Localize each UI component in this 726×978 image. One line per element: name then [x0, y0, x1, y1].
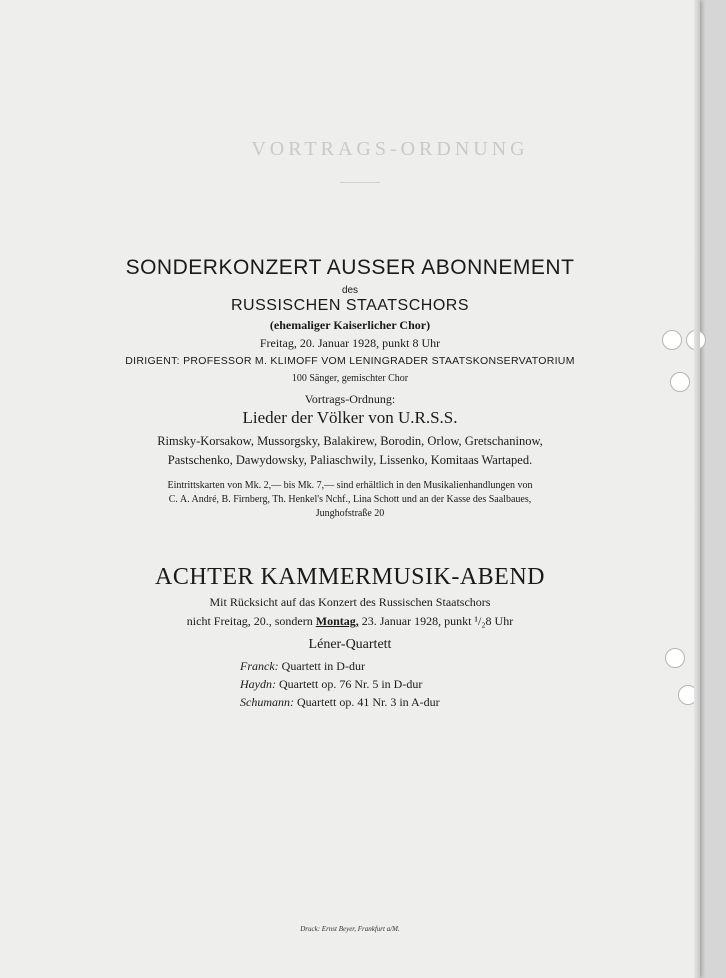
concert2-date-suffix: 23. Januar 1928, punkt ¹/₂8 Uhr	[358, 614, 514, 628]
program-composer: Haydn:	[240, 677, 276, 691]
printer-imprint: Druck: Ernst Beyer, Frankfurt a/M.	[300, 925, 400, 933]
bleed-through-heading: VORTRAGS-ORDNUNG	[251, 138, 529, 160]
concert2-date	[0, 614, 700, 629]
program-work: Quartett op. 76 Nr. 5 in D-dur	[279, 677, 423, 691]
program-work: Quartett in D-dur	[281, 659, 365, 673]
concert1-choir-note: (ehemaliger Kaiserlicher Chor)	[269, 318, 431, 332]
program-item	[240, 695, 640, 710]
concert1-program-title: Lieder der Völker von U.R.S.S.	[242, 408, 458, 427]
concert1-title: SONDERKONZERT AUSSER ABONNEMENT	[125, 256, 575, 279]
program-composer: Franck:	[240, 659, 279, 673]
concert1-conductor: DIRIGENT: PROFESSOR M. KLIMOFF VOM LENINGRADER STAATSKONSERVATORIUM	[125, 355, 575, 367]
concert1-program-label: Vortrags-Ordnung:	[304, 392, 396, 406]
concert2-ensemble: Léner-Quartett	[308, 637, 392, 652]
concert2-date-highlight: Montag,	[315, 614, 359, 628]
concert1-tickets-line1: Eintrittskarten von Mk. 2,— bis Mk. 7,— sind erhältlich in den Musikalienhandlungen von	[167, 480, 533, 491]
concert2-title: ACHTER KAMMERMUSIK-ABEND	[154, 564, 545, 590]
program-work: Quartett op. 41 Nr. 3 in A-dur	[297, 695, 440, 709]
concert1-tickets-line2: C. A. André, B. Firnberg, Th. Henkel's Nchf., Lina Schott und an der Kasse des Saalbaues,	[168, 494, 532, 505]
punch-hole	[678, 685, 698, 705]
concert1-composers-line1: Rimsky-Korsakow, Mussorgsky, Balakirew, Borodin, Orlow, Gretschaninow,	[157, 434, 543, 448]
concert1-choir: RUSSISCHEN STAATSCHORS	[231, 297, 469, 314]
concert1-singers: 100 Sänger, gemischter Chor	[291, 373, 409, 384]
concert2-notice: Mit Rücksicht auf das Konzert des Russischen Staatschors	[209, 595, 491, 609]
bleed-through-rule	[340, 182, 380, 183]
concert2-date-prefix: nicht Freitag, 20., sondern	[186, 614, 316, 628]
program-composer: Schumann:	[240, 695, 294, 709]
concert1-des: des	[341, 285, 359, 296]
program-item	[240, 677, 640, 692]
concert1-composers-line2: Pastschenko, Dawydowsky, Paliaschwily, Lissenko, Komitaas Wartaped.	[167, 453, 533, 467]
concert1-tickets-line3: Junghofstraße 20	[315, 508, 385, 519]
program-item	[240, 659, 640, 674]
concert1-date: Freitag, 20. Januar 1928, punkt 8 Uhr	[259, 336, 441, 350]
